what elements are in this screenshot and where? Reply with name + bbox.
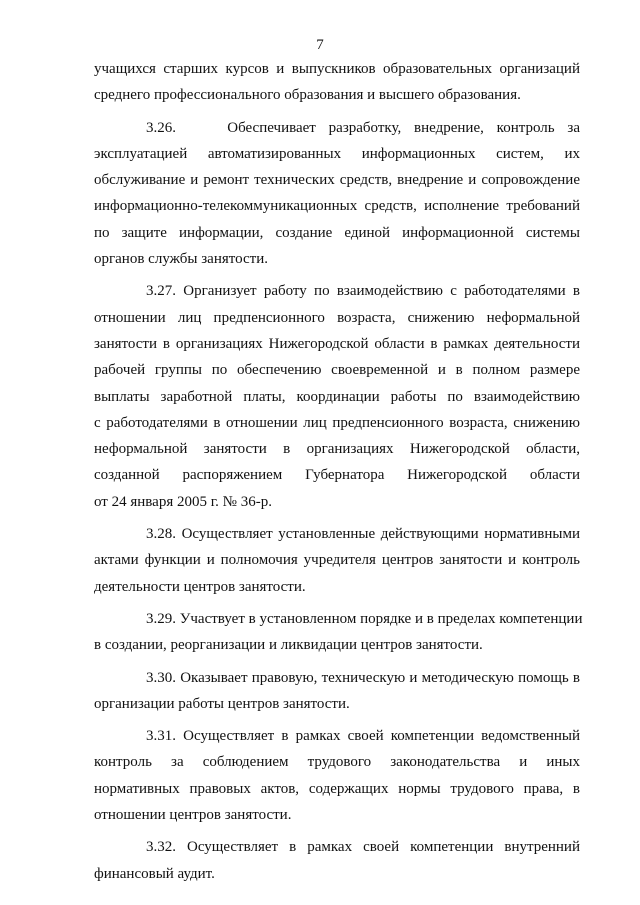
paragraph-line: учащихся старших курсов и выпускников образовательных организаций bbox=[94, 61, 580, 77]
paragraph-line: 3.27. Организует работу по взаимодействию с работодателями в bbox=[146, 283, 580, 300]
paragraph bbox=[94, 834, 580, 887]
paragraph-line: обслуживание и ремонт технических средств, внедрение и сопровождение bbox=[94, 172, 580, 189]
paragraph-line: по защите информации, создание единой информационной системы bbox=[94, 224, 580, 241]
paragraph-line: 3.30. Оказывает правовую, техническую и методическую помощь в bbox=[146, 669, 580, 686]
paragraph-line: отношении центров занятости. bbox=[94, 807, 292, 824]
paragraph bbox=[94, 606, 583, 659]
paragraph-line: с работодателями в отношении лиц предпенсионного возраста, снижению bbox=[94, 414, 580, 431]
paragraph-line: 3.32. Осуществляет в рамках своей компетенции внутренний bbox=[146, 839, 580, 856]
document-body bbox=[94, 56, 583, 887]
paragraph-line: 3.29. Участвует в установленном порядке и в пределах компетенции bbox=[146, 610, 583, 627]
paragraph-line: информационно-телекоммуникационных средств, исполнение требований bbox=[94, 198, 580, 215]
paragraph bbox=[94, 56, 580, 109]
paragraph-line: организации работы центров занятости. bbox=[94, 695, 350, 712]
paragraph-line: нормативных правовых актов, содержащих нормы трудового права, в bbox=[94, 780, 580, 797]
page-number: 7 bbox=[316, 37, 324, 53]
paragraph-line: занятости в организациях Нижегородской области в рамках деятельности bbox=[94, 335, 580, 352]
paragraph-line: органов службы занятости. bbox=[94, 251, 268, 268]
paragraph-line: актами функции и полномочия учредителя центров занятости и контроль bbox=[94, 552, 580, 569]
paragraph-line: контроль за соблюдением трудового законодательства и иных bbox=[94, 754, 580, 771]
paragraph bbox=[94, 278, 580, 515]
paragraph-line: эксплуатацией автоматизированных информационных систем, их bbox=[94, 145, 580, 162]
paragraph-line: 3.26. Обеспечивает разработку, внедрение, контроль за bbox=[146, 119, 580, 136]
paragraph-line: среднего профессионального образования и высшего образования. bbox=[94, 87, 521, 104]
paragraph-line: созданной распоряжением Губернатора Нижегородской области bbox=[94, 467, 580, 484]
paragraph-line: 3.28. Осуществляет установленные действующими нормативными bbox=[146, 526, 580, 543]
paragraph-line: рабочей группы по обеспечению своевременной и в полном размере bbox=[94, 362, 580, 379]
paragraph-line: в создании, реорганизации и ликвидации центров занятости. bbox=[94, 637, 483, 654]
paragraph-line: финансовый аудит. bbox=[94, 865, 215, 882]
paragraph-line: выплаты заработной платы, координации работы по взаимодействию bbox=[94, 388, 580, 405]
paragraph-line: отношении лиц предпенсионного возраста, снижению неформальной bbox=[94, 309, 580, 326]
paragraph bbox=[94, 115, 580, 273]
paragraph bbox=[94, 723, 580, 828]
paragraph-line: деятельности центров занятости. bbox=[94, 578, 306, 595]
paragraph-line: неформальной занятости в организациях Нижегородской области, bbox=[94, 441, 580, 458]
paragraph bbox=[94, 665, 580, 718]
paragraph bbox=[94, 521, 580, 600]
paragraph-line: 3.31. Осуществляет в рамках своей компетенции ведомственный bbox=[146, 728, 580, 745]
paragraph-line: от 24 января 2005 г. № 36-р. bbox=[94, 493, 272, 510]
